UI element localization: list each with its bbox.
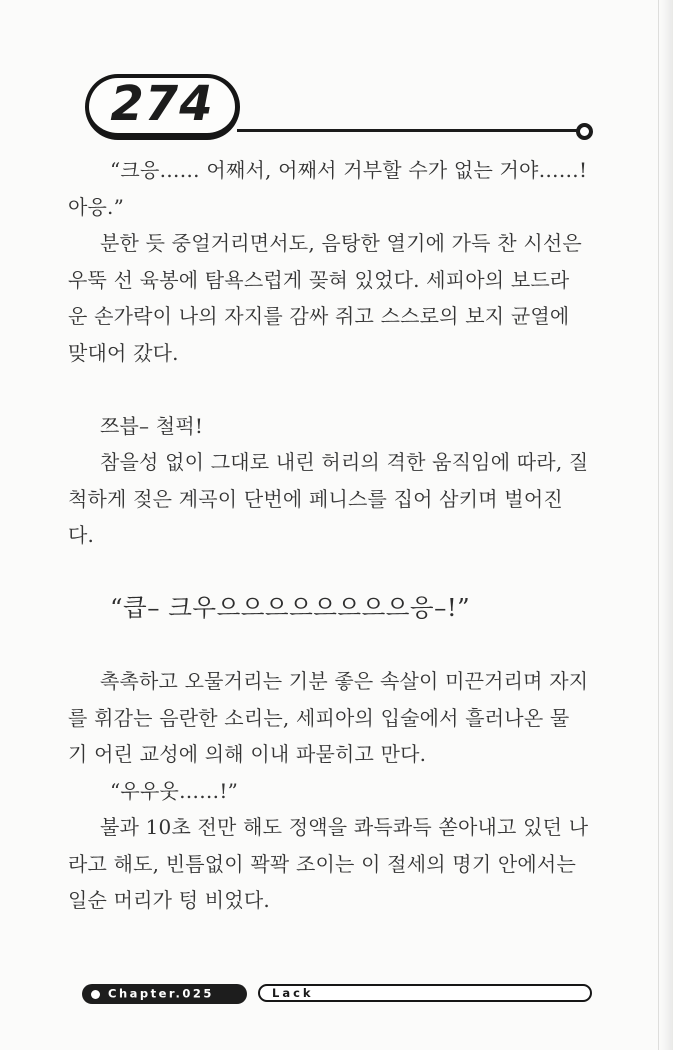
body-text xyxy=(68,152,608,919)
text-line: 일순 머리가 텅 비었다. xyxy=(68,888,270,912)
series-label: Lack xyxy=(272,986,314,1000)
series-badge xyxy=(258,984,592,1002)
text-line: 우뚝 선 육봉에 탐욕스럽게 꽂혀 있었다. 세피아의 보드라 xyxy=(68,267,570,292)
text-line: 맞대어 갔다. xyxy=(68,340,179,365)
scan-page-edge xyxy=(658,0,673,1050)
header-rule-ring-icon xyxy=(576,123,593,140)
text-line: 불과 10초 전만 해도 정액을 콰득콰득 쏟아내고 있던 나 xyxy=(100,815,589,839)
chapter-badge xyxy=(82,984,247,1004)
text-line: 척하게 젖은 계곡이 단번에 페니스를 집어 삼키며 벌어진 xyxy=(68,486,563,511)
text-line: 라고 해도, 빈틈없이 꽉꽉 조이는 이 절세의 명기 안에서는 xyxy=(68,851,576,876)
text-line: 아응.” xyxy=(68,194,125,219)
blank-line xyxy=(68,627,608,664)
text-line: “큽– 크우으으으으으으으으응–!” xyxy=(110,593,471,622)
text-line: 를 휘감는 음란한 소리는, 세피아의 입술에서 흘러나온 물 xyxy=(68,705,570,730)
header-rule xyxy=(237,129,577,132)
text-line: 다. xyxy=(68,523,95,547)
text-line: 쯔븝– 철퍽! xyxy=(100,413,204,438)
chapter-dot-icon xyxy=(91,990,100,999)
blank-line xyxy=(68,371,608,408)
text-line: 참을성 없이 그대로 내린 허리의 격한 움직임에 따라, 질 xyxy=(100,450,589,474)
text-line: “우우웃……!” xyxy=(110,778,239,803)
text-line: 촉촉하고 오물거리는 기분 좋은 속살이 미끈거리며 자지 xyxy=(100,669,589,693)
blank-line xyxy=(68,554,608,591)
text-line: 기 어린 교성에 의해 이내 파묻히고 만다. xyxy=(68,742,427,766)
page-number: 274 xyxy=(110,75,214,132)
chapter-label: Chapter.025 xyxy=(108,986,214,1001)
text-line: “크응…… 어째서, 어째서 거부할 수가 없는 거야……! xyxy=(110,158,588,182)
text-line: 운 손가락이 나의 자지를 감싸 쥐고 스스로의 보지 균열에 xyxy=(68,304,570,328)
page-number-badge xyxy=(85,74,240,140)
text-line: 분한 듯 중얼거리면서도, 음탕한 열기에 가득 찬 시선은 xyxy=(100,231,582,255)
